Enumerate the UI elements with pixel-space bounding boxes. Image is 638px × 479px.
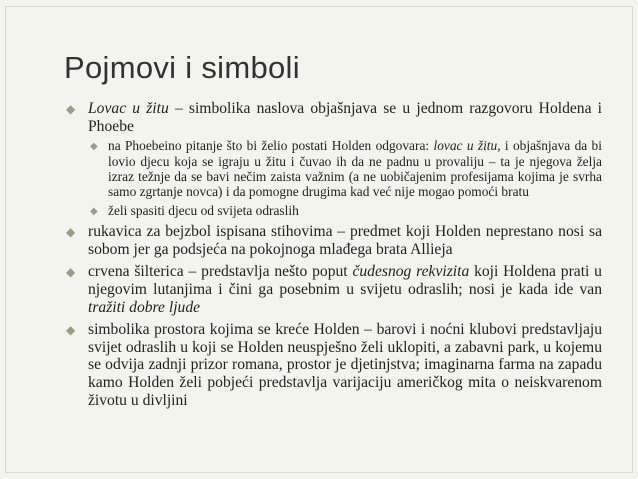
sub-item-text: želi spasiti djecu od svijeta odraslih [108,202,299,218]
item-text-middle: koji Holdena prati u njegovim lutanjima i čini ga posebnim u svijetu odraslih; nosi je kada ide van [88,263,602,298]
diamond-bullet-icon: ◆ [66,102,76,116]
sub-item-save-children [88,203,602,218]
item-italic-end: tražiti dobre ljude [88,298,201,316]
bullet-list [66,100,602,409]
title-italic: Lovac u žitu [88,100,169,117]
sub-item-italic: lovac u žitu [433,138,498,154]
sub-bullet-list [88,138,602,218]
sub-item-text-rest: , i objašnjava da bi lovio djecu koja se igraju u žitu i čuvao ih da ne padnu u provaliju – ta je njegova želja izraz težnje da se bavi nečim zaista važnim (a ne uobičajenim profesijama kojima je svrha samo zgrtanje novca) i da pomogne drugima kad već nije mogao pomoći bratu [108,138,602,200]
item-text: – simbolika naslova objašnjava se u jednom razgovoru Holdena i Phoebe [88,100,603,135]
sub-item-text: na Phoebeino pitanje što bi želio postati Holden odgovara: [108,138,434,154]
diamond-bullet-icon: ◆ [66,225,76,240]
item-text: simbolika prostora kojima se kreće Holden – barovi i noćni klubovi predstavljaju svijet odraslih u koji se Holden neuspješno želi uklopiti, a zabavni park, u kojemu se odvija zadnji prizor romana, prostor je djetinjstva; imaginarna farma na zapadu kamo Holden želi pobjeći predstavlja varijaciju američkog mita o neiskvarenom životu u divljini [88,321,602,409]
slide-content [66,100,602,414]
item-italic: čudesnog rekvizita [352,263,470,281]
slide-title: Pojmovi i simboli [64,50,300,85]
diamond-bullet-icon: ◆ [90,141,98,153]
diamond-bullet-icon: ◆ [66,265,76,280]
item-text: crvena šilterica – predstavlja nešto poput [88,263,353,281]
bullet-item-rukavica [66,223,602,258]
item-text: rukavica za bejzbol ispisana stihovima – predmet koji Holden neprestano nosi sa sobom jer ga podsjeća na pokojnoga mlađega brata Allieja [88,223,602,258]
bullet-item-prostor [66,321,602,409]
diamond-bullet-icon: ◆ [90,205,98,217]
sub-item-explanation [88,138,602,200]
bullet-item-silterica [66,263,602,316]
bullet-item-lovac [66,100,602,218]
diamond-bullet-icon: ◆ [66,323,76,338]
